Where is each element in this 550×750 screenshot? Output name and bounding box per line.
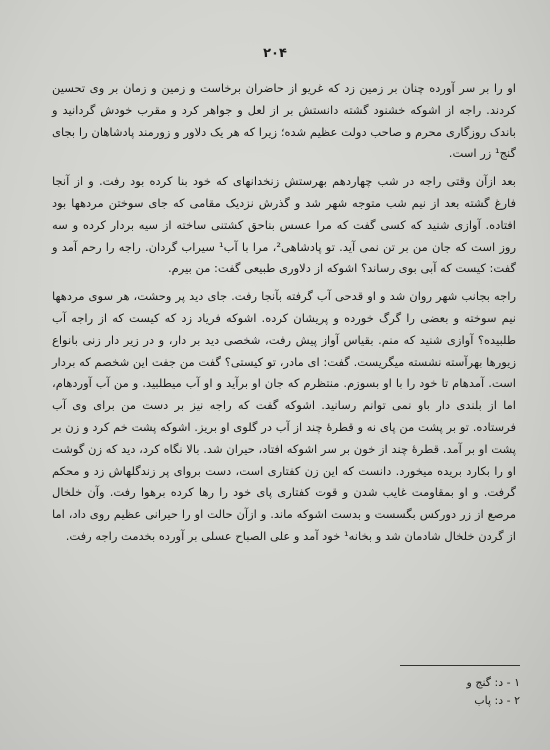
footnote-divider [400,665,520,666]
page-number: ۲۰۴ [263,46,287,61]
footnote-2: ۲ - د: پاب [474,694,520,707]
footnotes [390,665,520,710]
paragraph-1: او را بر سر آورده چنان بر زمین زد که غریو از حاضران برخاست و زمین و زمان بر وی تحسین کردند. راجه از اشوکه خشنود گشته دانستش بر از لعل و جواهر کرد و مقرب خودش گردانید و باندک روزگاری محرم و صاحب دولت عظیم شده؛ زیرا که هر یک دلاور و زورمند پادشاهان را بجای گنج¹ زر است. [52,81,516,161]
footnote-1: ۱ - د: گنج و [466,676,520,689]
paragraph-2: بعد ازآن وقتی راجه در شب چهاردهم بهرستش زنخدانهای که خود بنا کرده بود رفت. و از آنجا فارغ گشته بعد از نیم شب متوجه شهر شد و گذرش نزدیک مقامی که جای سوختن مردهها بود افتاده. آوازی شنید که کسی گفت که مرا عسس بناحق کشتنی ساخته از سیه بردار کرده و سه روز است که جان من بر تن نمی آید. تو پادشاهی²، مرا با آب¹ سیراب گردان. راجه را رحم آمد و گفت: کیست که آبی بوی رساند؟ اشوکه از دلاوری طبیعی گفت: من بیرم. [52,174,516,276]
paragraph-3: راجه بجانب شهر روان شد و او قدحی آب گرفته بآنجا رفت. جای دید پر وحشت، هر سوی مردهها نیم سوخته و بعضی را گرگ خورده و پریشان کرده. اشوکه فریاد زد که کیست که از راجه آب طلبیده؟ آوازی شنید که منم. بقیاس آواز پیش رفت، شخصی دید بر دار، و در زیر دار زنی بانواع زیورها بهرآسته نشسته میگریست. گفت: ای مادر، تو کیستی؟ گفت من جفت این شخصم که بردار است. آمدهام تا خود را با او بسوزم. منتظرم که جان او برآید و او آب میطلبید. و من آب آوردهام، اما از بلندی دار باو نمی توانم رسانید. اشوکه گفت که راجه نیز بر دست من برای وی آب فرستاده. تو بر پشت من پای نه و قطرهٔ چند از آب در گلوی او بریز. اشوکه پشت خم کرد و زن بر پشت او بر آمد. قطرهٔ چند از خون بر سر اشوکه افتاد، حیران شد. بالا نگاه کرد، دید که زن گوشت او را بکارد بریده میخورد. دانست که این زن کفتاری است، دست بروای پر زندگلهاش زد و محکم گرفت. و او بمقاومت غایب شدن و قوت کفتاری پای خود را رها کرده برهوا رفت. وآن خلخال مرصع از زر دورکس بگسست و بدست اشوکه ماند. و ازآن حالت او را حیرانی عظیم روی داد، اما از گردن خلخال شادمان شد و بخانه¹ خود آمد و علی الصباح عسلی بر آورده بخدمت راجه رفت. [52,289,516,543]
body-text [52,78,516,548]
